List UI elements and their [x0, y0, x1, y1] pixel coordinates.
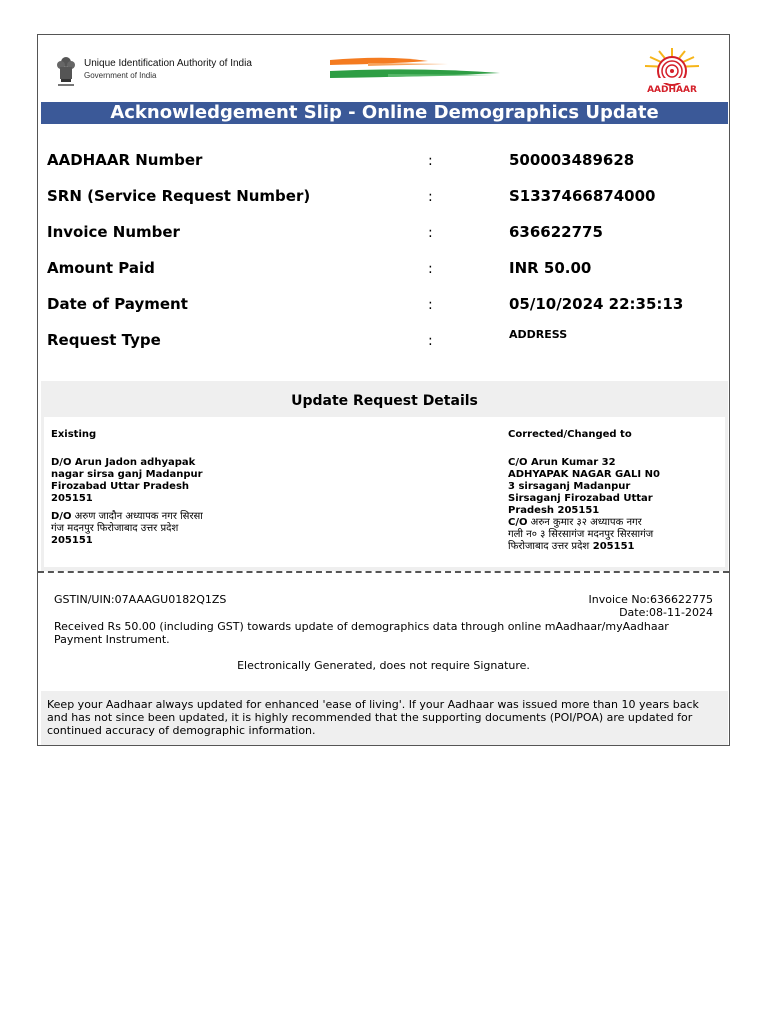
changed-hi-pin: 205151	[592, 541, 635, 552]
details-title: Update Request Details	[291, 393, 478, 409]
field-date-of-payment	[47, 295, 717, 315]
cut-line-divider	[38, 571, 729, 575]
existing-hi-prefix: D/O	[51, 511, 72, 522]
tricolor-brush-strokes	[328, 55, 503, 85]
changed-address-column	[508, 429, 688, 553]
field-value: ADDRESS	[509, 328, 568, 341]
field-label: Amount Paid	[47, 259, 155, 277]
field-colon: :	[428, 189, 433, 205]
field-label: Request Type	[47, 331, 161, 349]
field-value: S1337466874000	[509, 187, 656, 205]
field-label: SRN (Service Request Number)	[47, 187, 311, 205]
gov-name: Government of India	[84, 71, 157, 80]
field-value: 500003489628	[509, 151, 635, 169]
field-colon: :	[428, 297, 433, 313]
field-srn	[47, 187, 717, 207]
existing-address-column	[51, 429, 251, 547]
invoice-info	[589, 593, 713, 619]
changed-label: Corrected/Changed to	[508, 429, 632, 440]
slip-title: Acknowledgement Slip - Online Demographics Update	[41, 102, 728, 124]
update-request-details	[41, 381, 728, 571]
field-amount-paid	[47, 259, 717, 279]
details-body	[44, 417, 725, 567]
received-statement: Received Rs 50.00 (including GST) towards update of demographics data through online mAadhaar/myAadhaar Payment Instrument.	[54, 620, 669, 646]
acknowledgement-slip	[37, 34, 730, 746]
field-value: INR 50.00	[509, 259, 592, 277]
field-label: Invoice Number	[47, 223, 180, 241]
field-value: 05/10/2024 22:35:13	[509, 295, 684, 313]
field-colon: :	[428, 225, 433, 241]
update-advisory-note	[41, 691, 728, 745]
field-label: AADHAAR Number	[47, 151, 203, 169]
changed-hi-prefix: C/O	[508, 517, 528, 528]
field-colon: :	[428, 261, 433, 277]
changed-address-en: C/O Arun Kumar 32 ADHYAPAK NAGAR GALI N0 3 sirsaganj Madanpur Sirsaganj Firozabad Uttar Pradesh 205151	[508, 457, 660, 516]
changed-address-hi: अरुन कुमार ३२ अध्यापक नगर गली न० ३ सिरसागंज मदनपुर सिरसागंज फिरोजाबाद उत्तर प्रदेश	[508, 517, 654, 552]
aadhaar-logo-text: AADHAAR	[647, 85, 697, 95]
existing-address-hi: अरुण जादौन अध्यापक नगर सिरसा गंज मदनपुर फिरोजाबाद उत्तर प्रदेश	[51, 511, 203, 534]
field-colon: :	[428, 153, 433, 169]
field-request-type	[47, 328, 717, 351]
electronically-generated-note: Electronically Generated, does not require Signature.	[237, 659, 530, 672]
field-label: Date of Payment	[47, 295, 188, 313]
existing-label: Existing	[51, 429, 97, 440]
field-invoice-number	[47, 223, 717, 243]
field-aadhaar-number	[47, 151, 717, 171]
changed-address-hi-block	[508, 517, 688, 553]
receipt-date: Date:08-11-2024	[619, 606, 713, 619]
slip-header	[38, 35, 729, 101]
aadhaar-logo-icon	[632, 45, 712, 95]
existing-hi-pin: 205151	[51, 535, 93, 546]
existing-address-en: D/O Arun Jadon adhyapak nagar sirsa ganj Madanpur Firozabad Uttar Pradesh 205151	[51, 457, 203, 504]
receipt-invoice-no: Invoice No:636622775	[588, 593, 713, 606]
advisory-text: Keep your Aadhaar always updated for enhanced 'ease of living'. If your Aadhaar was issued more than 10 years back and has not since been updated, it is highly recommended that the supporting documents (POI/POA) are updated for continued accuracy of demographic information.	[47, 698, 699, 737]
field-colon: :	[428, 333, 433, 349]
org-name: Unique Identification Authority of India	[84, 58, 252, 69]
national-emblem-icon	[55, 53, 77, 91]
gstin-text: GSTIN/UIN:07AAAGU0182Q1ZS	[54, 593, 227, 606]
existing-address-hi-block	[51, 511, 251, 535]
field-value: 636622775	[509, 223, 603, 241]
